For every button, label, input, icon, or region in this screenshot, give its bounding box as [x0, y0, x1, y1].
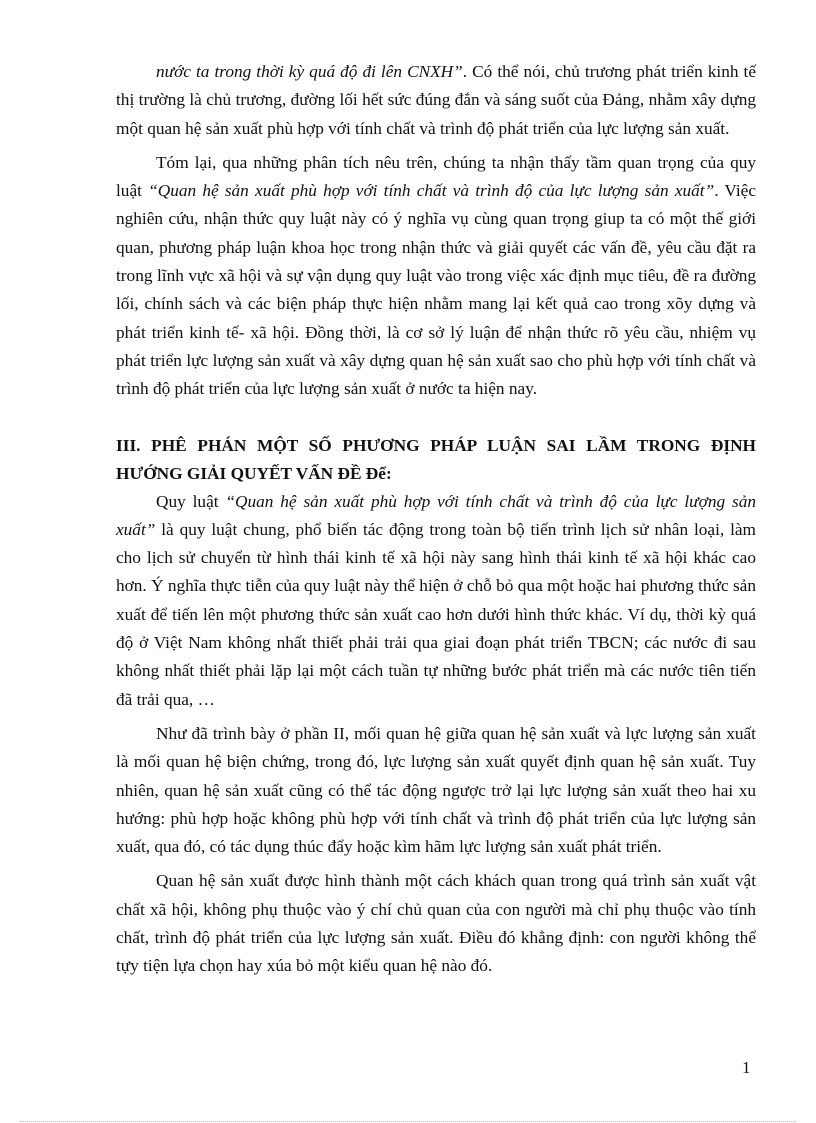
paragraph-objective-formation: Quan hệ sản xuất được hình thành một cách khách quan trong quá trình sản xuất vật chất xã hội, không phụ thuộc vào ý chí chủ quan của con người mà chỉ phụ thuộc vào tính chất, trình độ phát triển của lực lượng sản xuất. Điều đó khẳng định: con người không thể tựy tiện lựa chọn hay xúa bỏ một kiểu quan hệ nào đó.	[116, 871, 756, 976]
paragraph-market-economy	[116, 58, 756, 143]
footer-divider	[20, 1121, 796, 1122]
paragraph-text: Quy luật	[156, 491, 226, 511]
italic-quote: “Quan hệ sản xuất phù hợp với tính chất và trình độ của lực lượng sản xuất”	[148, 181, 715, 201]
paragraph-text: . Việc nghiên cứu, nhận thức quy luật này có ý nghĩa vụ cùng quan trọng giup ta có một thế giới quan, phương pháp luận khoa học trong nhận thức và giải quyết các vấn đề, yêu cầu đặt ra trong lĩnh vực xã hội và sự vận dụng quy luật vào trong việc xác định mục tiêu, đề ra đường lối, chính sách và các biện pháp thực hiện nhằm mang lại kết quả cao trong xõy dựng và phát triển kinh tế- xã hội. Đồng thời, là cơ sở lý luận để nhận thức rõ yêu cầu, nhiệm vụ phát triển lực lượng sản xuất và xây dựng quan hệ sản xuất sao cho phù hợp với tính chất và trình độ phát triển của lực lượng sản xuất ở nước ta hiện nay.	[116, 181, 756, 399]
italic-quote: nước ta trong thời kỳ quá độ đi lên CNXH”	[156, 62, 463, 81]
paragraph-text: là quy luật chung, phổ biến tác động trong toàn bộ tiến trình lịch sử nhân loại, làm cho lịch sử chuyển từ hình thái kinh tế xã hội này sang hình thái kinh tế xã hội khác cao hơn. Ý nghĩa thực tiễn của quy luật này thể hiện ở chỗ bỏ qua một hoặc hai phương thức sản xuất để tiến lên một phương thức sản xuất cao hơn dưới hình thức khác. Ví dụ, thời kỳ quá độ ở Việt Nam không nhất thiết phải trải qua giai đoạn phát triển TBCN; các nước đi sau không nhất thiết phải lặp lại một cách tuần tự những bước phát triển mà các nước tiên tiến đã trải qua, …	[116, 519, 756, 709]
paragraph-text: Tóm lại, qua những phân tích nêu trên, chúng ta nhận thấy tầm quan trọng của quy luật	[116, 152, 756, 201]
paragraph-dialectic-relation: Như đã trình bày ở phần II, mối quan hệ giữa quan hệ sản xuất và lực lượng sản xuất là mối quan hệ biện chứng, trong đó, lực lượng sản xuất quyết định quan hệ sản xuất. Tuy nhiên, quan hệ sản xuất cũng có thể tác động ngược trở lại lực lượng sản xuất theo hai xu hướng: phù hợp hoặc không phù hợp với tính chất và trình độ phát triển của lực lượng sản xuất, qua đó, có tác dụng thúc đẩy hoặc kìm hãm lực lượng sản xuất phát triển.	[116, 723, 756, 857]
italic-quote: “Quan hệ sản xuất phù hợp với tính chất và trình độ của lực lượng sản xuất”	[116, 491, 756, 539]
page-body	[116, 58, 756, 981]
page-number: 1	[742, 1058, 751, 1077]
paragraph-conclusion	[116, 149, 756, 404]
paragraph-text: . Có thể nói, chủ trương phát triển kinh tế thị trường là chủ trương, đường lối hết sức đúng đắn và sáng suốt của Đảng, nhằm xây dựng một quan hệ sản xuất phù hợp với tính chất và trình độ phát triển của lực lượng sản xuất.	[116, 62, 756, 138]
section-heading: III. PHÊ PHÁN MỘT SỐ PHƯƠNG PHÁP LUẬN SAI LẦM TRONG ĐỊNH HƯỚNG GIẢI QUYẾT VẤN ĐỀ Để:	[116, 435, 756, 483]
paragraph-law-general	[116, 488, 756, 714]
